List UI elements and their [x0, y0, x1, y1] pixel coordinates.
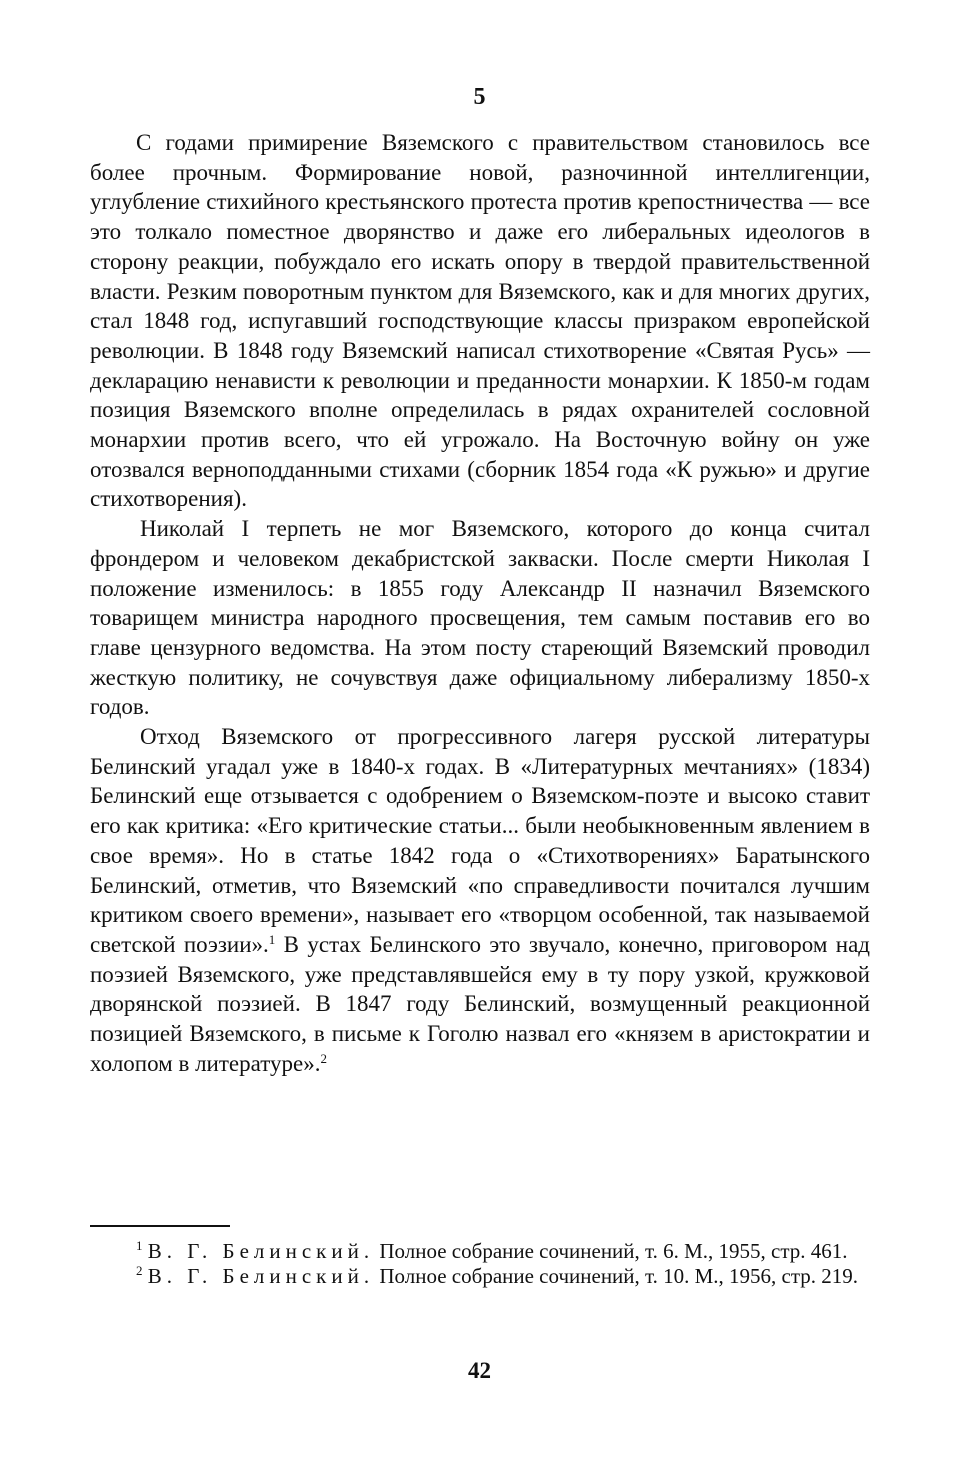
footnotes [90, 1239, 870, 1289]
footnote-2-text: Полное собрание сочинений, т. 10. М., 1956, стр. 219. [374, 1264, 859, 1288]
paragraph-3 [90, 722, 870, 1078]
page-number: 42 [468, 1358, 491, 1383]
footnote-1 [90, 1239, 870, 1264]
footnote-marker-1: 1 [136, 1238, 143, 1253]
main-text [90, 128, 870, 1079]
paragraph-2: Николай I терпеть не мог Вяземского, которого до конца считал фрондером и человеком декабристской закваски. После смерти Николая I положение изменилось: в 1855 году Александр II назначил Вяземского товарищем министра народного просвещения, тем самым поставив его во главе цензурного ведомства. На этом посту стареющий Вяземский проводил жесткую политику, не сочувствуя даже официальному либерализму 1850-х годов. [90, 516, 870, 720]
paragraph-3-part-1: Отход Вяземского от прогрессивного лагеря русской литературы Белинский угадал уже в 1840-х годах. В «Литературных мечтаниях» (1834) Белинский еще отзывается с одобрением о Вяземском-поэте и высоко ставит его как критика: «Его критические статьи... были необыкновенным явлением в свое время». Но в статье 1842 года о «Стихотворениях» Баратынского Белинский, отметив, что Вяземский «по справедливости почитался лучшим критиком своего времени», называет его «творцом особенной, так называемой светской поэзии». [90, 724, 870, 957]
paragraph-1: С годами примирение Вяземского с правительством становилось все более прочным. Формирование новой, разночинной интеллигенции, углубление стихийного крестьянского протеста против крепостничества — все это толкало поместное дворянство и даже его либеральных идеологов в сторону реакции, побуждало его искать опору в твердой правительственной власти. Резким поворотным пунктом для Вяземского, как и для многих других, стал 1848 год, испугавший господствующие классы призраком европейской революции. В 1848 году Вяземский написал стихотворение «Святая Русь» — декларацию ненависти к революции и преданности монархии. К 1850-м годам позиция Вяземского вполне определилась в рядах охранителей сословной монархии против всего, что ей угрожало. На Восточную войну он уже отозвался верноподданными стихами (сборник 1854 года «К ружью» и другие стихотворения). [90, 130, 870, 512]
footnote-1-text: Полное собрание сочинений, т. 6. М., 1955, стр. 461. [374, 1239, 848, 1263]
paragraph-3-part-2: В устах Белинского это звучало, конечно, приговором над поэзией Вяземского, уже представлявшейся ему в ту пору узкой, кружковой дворянской поэзией. В 1847 году Белинский, возмущенный реакционной позицией Вяземского, в письме к Гоголю назвал его «князем в аристократии и холопом в литературе». [90, 931, 870, 1076]
footnote-ref-1: 1 [268, 931, 276, 947]
section-number: 5 [473, 84, 486, 110]
footnote-2-author: В. Г. Белинский. [147, 1264, 375, 1288]
footnote-marker-2: 2 [136, 1263, 143, 1278]
footnote-1-author: В. Г. Белинский. [147, 1239, 375, 1263]
footnote-divider [90, 1225, 230, 1227]
footnote-ref-2: 2 [320, 1050, 327, 1066]
footnote-2 [90, 1264, 870, 1289]
